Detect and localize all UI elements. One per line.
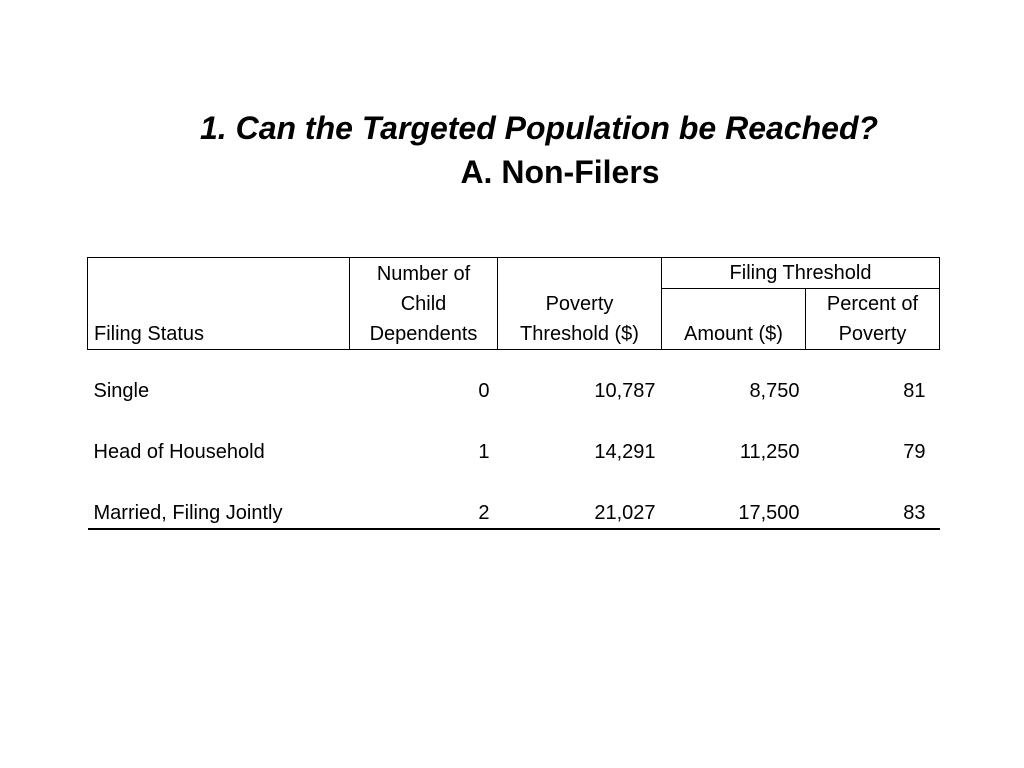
header-poverty-threshold: [498, 258, 662, 350]
table-body: [88, 350, 940, 530]
cell-percent-of-poverty: 81: [903, 380, 926, 402]
table-header: [88, 258, 940, 350]
header-filing-status: [88, 258, 350, 350]
header-child-dependents-line3: Dependents: [369, 323, 478, 345]
header-filing-threshold-label: Filing Threshold: [729, 262, 872, 284]
cell-poverty-threshold: 10,787: [594, 380, 656, 402]
header-percent-of-poverty: [806, 289, 940, 350]
header-child-dependents: [350, 258, 498, 350]
header-filing-threshold-group: [662, 258, 940, 289]
title-subtitle: A. Non-Filers: [460, 154, 660, 190]
table-row: [88, 467, 940, 529]
filing-threshold-table: [87, 257, 940, 530]
header-child-dependents-line1: Number of: [376, 263, 471, 285]
cell-filing-status: Married, Filing Jointly: [88, 467, 350, 529]
filing-threshold-table-container: [87, 257, 939, 530]
cell-percent-of-poverty: 79: [903, 441, 926, 463]
header-child-dependents-line2: Child: [400, 293, 447, 315]
header-filing-status-label: Filing Status: [94, 323, 205, 345]
header-poverty-line1: Poverty: [545, 293, 614, 315]
cell-filing-status: Single: [93, 380, 150, 402]
header-percent-line2: Poverty: [838, 323, 907, 345]
cell-child-dependents: 0: [478, 380, 490, 402]
table-row: [88, 350, 940, 407]
cell-child-dependents: 1: [478, 441, 490, 463]
cell-amount: 11,250: [739, 441, 800, 463]
cell-percent-of-poverty: 83: [806, 467, 940, 529]
cell-child-dependents: 2: [350, 467, 498, 529]
header-percent-line1: Percent of: [826, 293, 919, 315]
cell-amount: 8,750: [749, 380, 800, 402]
cell-amount: 17,500: [662, 467, 806, 529]
title-question: 1. Can the Targeted Population be Reached?: [200, 110, 879, 146]
header-poverty-line2: Threshold ($): [520, 323, 639, 345]
header-amount-label: Amount ($): [684, 323, 783, 345]
header-amount: [662, 289, 806, 350]
cell-poverty-threshold: 14,291: [594, 441, 656, 463]
table-row: [88, 406, 940, 467]
cell-filing-status: Head of Household: [93, 441, 265, 463]
cell-poverty-threshold: 21,027: [498, 467, 662, 529]
